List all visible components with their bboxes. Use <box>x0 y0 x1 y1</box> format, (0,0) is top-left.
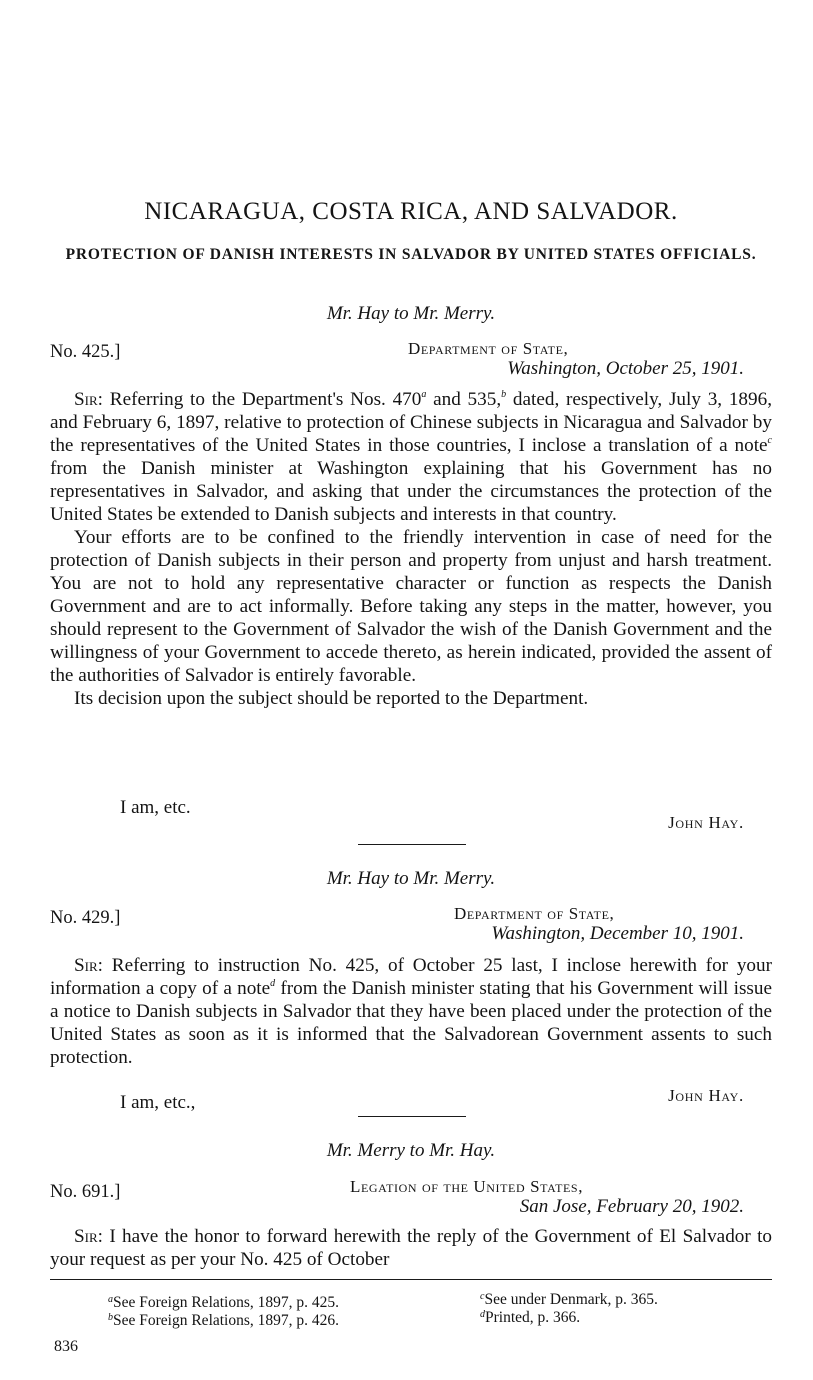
letter-1-paragraph-2: Your efforts are to be confined to the friendly intervention in case of need for the protection of Danish subjects in their person and property from unjust and harsh treatment. You are not to hold any representative character or function as respects the Danish Government and are to act informally. Before taking any steps in the matter, however, you should represent to the Government of Salvador the wish of the Danish Government and the willingness of your Government to accede thereto, as herein indicated, provided the assent of the authorities of Salvador is entirely favorable. <box>50 527 772 686</box>
salutation: Sir: <box>74 389 104 410</box>
letter-2-closing: I am, etc., <box>120 1092 196 1113</box>
section-divider <box>358 844 466 845</box>
page-number: 836 <box>54 1338 78 1355</box>
footnote-ref-d: d <box>270 978 276 989</box>
footnote-ref-a: a <box>421 389 427 400</box>
footnote-b: $^b$See Foreign Relations, 1897, p. 426. <box>108 1312 340 1329</box>
letter-3-paragraph-1: Sir: I have the honor to forward herewith the reply of the Government of El Salvador to your request as per your No. 425 of October <box>50 1226 773 1270</box>
salutation: Sir: <box>74 1226 104 1247</box>
letter-2-number: No. 429.] <box>50 908 121 928</box>
footnote-rule <box>50 1279 772 1280</box>
letter-3-heading: Mr. Merry to Mr. Hay. <box>326 1140 496 1161</box>
footnote-c: $^c$See under Denmark, p. 365. <box>480 1291 658 1308</box>
letter-3-body <box>50 1225 772 1271</box>
letter-1-date: Washington, October 25, 1901. <box>507 358 744 379</box>
section-subheading: PROTECTION OF DANISH INTERESTS IN SALVADOR BY UNITED STATES OFFICIALS. <box>65 246 757 263</box>
letter-3-office: Legation of the United States, <box>350 1177 584 1196</box>
letter-2-paragraph-1: Sir: Referring to instruction No. 425, of October 25 last, I inclose herewith for your information a copy of a note$^d$ from the Danish minister stating that his Government will issue a notice to Danish subjects in Salvador that they have been placed under the protection of the United States as soon as it is informed that the Salvadorean Government assents to such protection. <box>50 955 772 1068</box>
letter-2-heading: Mr. Hay to Mr. Merry. <box>326 868 496 889</box>
letter-2-date: Washington, December 10, 1901. <box>491 923 744 944</box>
letter-2-office: Department of State, <box>454 904 615 923</box>
document-page <box>50 0 772 1380</box>
letter-1-body <box>50 388 772 710</box>
page-title: NICARAGUA, COSTA RICA, AND SALVADOR. <box>144 198 678 225</box>
footnote-a: $^a$See Foreign Relations, 1897, p. 425. <box>108 1294 340 1311</box>
letter-1-signature: John Hay. <box>668 813 744 832</box>
letter-1-paragraph-1: Sir: Referring to the Department's Nos. 470$^a$ and 535,$^b$ dated, respectively, July 3, 1896, and February 6, 1897, relative to protection of Chinese subjects in Nicaragua and Salvador by the representatives of the United States in those countries, I inclose a translation of a note$^c$ from the Danish minister at Washington explaining that his Government has no representatives in Salvador, and asking that under the circumstances the protection of the United States be extended to Danish subjects and interests in that country. <box>50 389 773 525</box>
letter-1-number: No. 425.] <box>50 342 121 362</box>
letter-2-signature: John Hay. <box>668 1086 744 1105</box>
letter-1-closing: I am, etc. <box>120 797 191 818</box>
section-divider <box>358 1116 466 1117</box>
footnote-ref-b: b <box>501 389 507 400</box>
letter-3-number: No. 691.] <box>50 1182 121 1202</box>
letter-1-heading: Mr. Hay to Mr. Merry. <box>326 303 496 324</box>
letter-3-date: San Jose, February 20, 1902. <box>519 1196 744 1217</box>
letter-1-office: Department of State, <box>408 339 569 358</box>
letter-2-body <box>50 954 772 1069</box>
letter-1-paragraph-3: Its decision upon the subject should be reported to the Department. <box>74 688 589 709</box>
footnote-ref-c: c <box>767 435 772 446</box>
footnote-d: $^d$Printed, p. 366. <box>480 1309 581 1326</box>
salutation: Sir: <box>74 955 104 976</box>
